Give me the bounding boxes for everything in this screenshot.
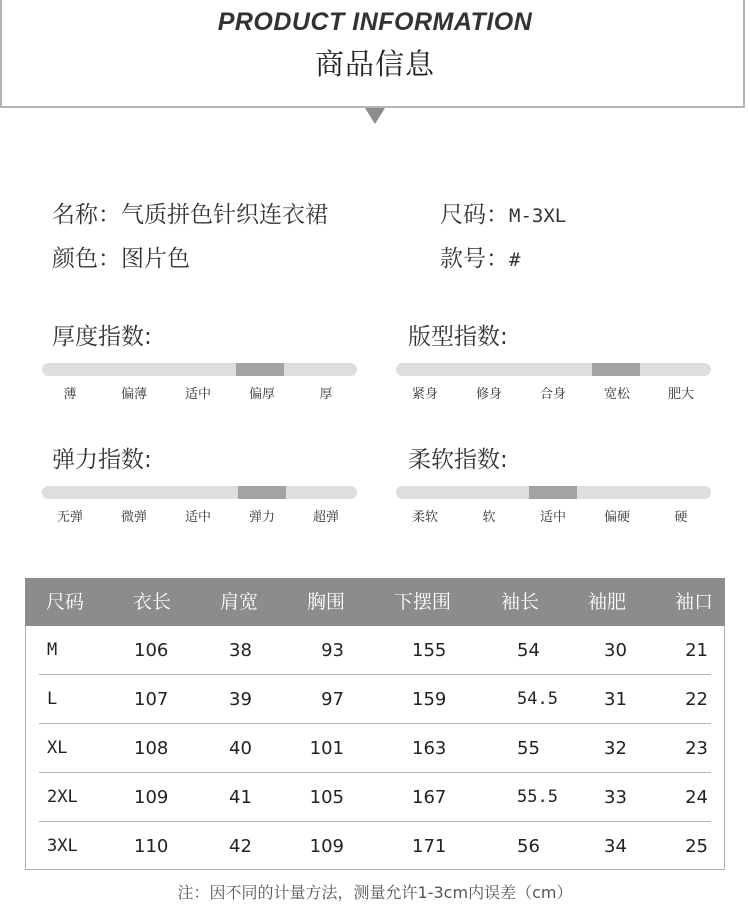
elasticity-label: 适中 [184,510,211,525]
fit-label: 合身 [539,387,566,402]
fit-label: 宽松 [603,387,630,402]
table-cell: 42 [229,836,252,857]
table-header-cell: 衣长 [133,591,172,613]
thickness-index-bar [42,363,357,376]
table-row [26,675,724,724]
softness-index-marker [529,486,577,499]
table-cell: 155 [412,640,447,661]
fit-label: 修身 [475,387,502,402]
softness-index-title: 柔软指数: [408,447,508,473]
table-cell: 39 [229,689,252,710]
table-cell: 32 [604,738,627,759]
table-cell: 171 [412,836,447,857]
table-cell: 41 [229,787,252,808]
table-cell: 23 [685,738,708,759]
table-cell: 21 [685,640,708,661]
style-no-label: 款号： [440,246,509,272]
thickness-label: 偏薄 [120,387,147,402]
elasticity-label: 超弹 [312,510,339,525]
softness-index-bar [396,486,711,499]
table-cell: 3XL [47,836,78,856]
fit-label: 肥大 [667,387,694,402]
table-cell: L [47,689,58,709]
table-cell: 2XL [47,787,78,807]
product-name-value: 气质拼色针织连衣裙 [121,202,328,228]
table-cell: 56 [517,836,540,857]
size-table-header [25,578,725,626]
size-range-row [440,196,566,229]
table-cell: XL [47,738,68,758]
table-cell: 109 [309,836,344,857]
style-no-row [440,240,520,273]
table-cell: 22 [685,689,708,710]
header-title-en: PRODUCT INFORMATION [217,8,533,36]
table-cell: 40 [229,738,252,759]
product-name-label: 名称： [52,202,121,228]
softness-label: 偏硬 [603,510,630,525]
table-cell: 105 [309,787,344,808]
softness-label: 软 [482,510,496,525]
table-cell: 24 [685,787,708,808]
table-cell: 54.5 [517,689,558,709]
softness-label: 硬 [674,510,688,525]
thickness-index-marker [236,363,284,376]
table-cell: 93 [321,640,344,661]
softness-label: 适中 [539,510,566,525]
style-no-value: # [509,249,521,271]
elasticity-label: 微弹 [120,510,147,525]
table-cell: 108 [134,738,169,759]
table-cell: 107 [134,689,169,710]
thickness-label: 厚 [319,387,333,402]
fit-label: 紧身 [411,387,438,402]
thickness-label: 薄 [63,387,77,402]
softness-label: 柔软 [411,510,438,525]
table-header-cell: 肩宽 [220,591,259,613]
thickness-label: 偏厚 [248,387,275,402]
table-cell: 55.5 [517,787,558,807]
table-cell: 110 [134,836,169,857]
table-header-cell: 袖口 [675,591,714,613]
elasticity-index-bar [42,486,357,499]
table-header-cell: 袖肥 [588,591,627,613]
table-row [26,626,724,675]
color-label: 颜色： [52,246,121,272]
table-cell: 159 [412,689,447,710]
table-row [26,724,724,773]
table-cell: 25 [685,836,708,857]
size-table-body [25,626,725,870]
elasticity-label: 弹力 [248,510,275,525]
table-cell: 101 [309,738,344,759]
table-cell: 33 [604,787,627,808]
header-title-cn: 商品信息 [314,47,435,81]
table-cell: 34 [604,836,627,857]
fit-index-marker [592,363,640,376]
table-header-cell: 袖长 [501,591,540,613]
thickness-index-labels [38,383,358,402]
down-arrow-icon [365,108,385,124]
measurement-note: 注：因不同的计量方法，测量允许1-3cm内误差（cm） [177,883,573,902]
table-cell: 106 [134,640,169,661]
color-value: 图片色 [121,246,190,272]
table-header-cell: 尺码 [46,591,85,613]
size-range-value: M-3XL [509,205,567,227]
table-cell: 109 [134,787,169,808]
table-row [26,822,724,871]
table-cell: 54 [517,640,540,661]
table-header-cell: 下摆围 [394,591,452,613]
table-cell: 31 [604,689,627,710]
table-cell: 163 [412,738,447,759]
product-name-row [52,196,328,229]
thickness-index-title: 厚度指数: [52,324,152,350]
size-table [25,578,725,870]
table-row [26,773,724,822]
table-cell: 97 [321,689,344,710]
softness-index-labels [393,506,713,525]
table-cell: 30 [604,640,627,661]
fit-index-labels [393,383,713,402]
elasticity-index-labels [38,506,358,525]
elasticity-label: 无弹 [56,510,83,525]
size-range-label: 尺码： [440,202,509,228]
elasticity-index-marker [238,486,286,499]
fit-index-bar [396,363,711,376]
table-cell: 55 [517,738,540,759]
table-cell: 167 [412,787,447,808]
table-header-cell: 胸围 [307,591,346,613]
table-cell: 38 [229,640,252,661]
fit-index-title: 版型指数: [408,324,508,350]
table-cell: M [47,640,58,660]
thickness-label: 适中 [184,387,211,402]
color-row [52,240,190,273]
elasticity-index-title: 弹力指数: [52,447,152,473]
